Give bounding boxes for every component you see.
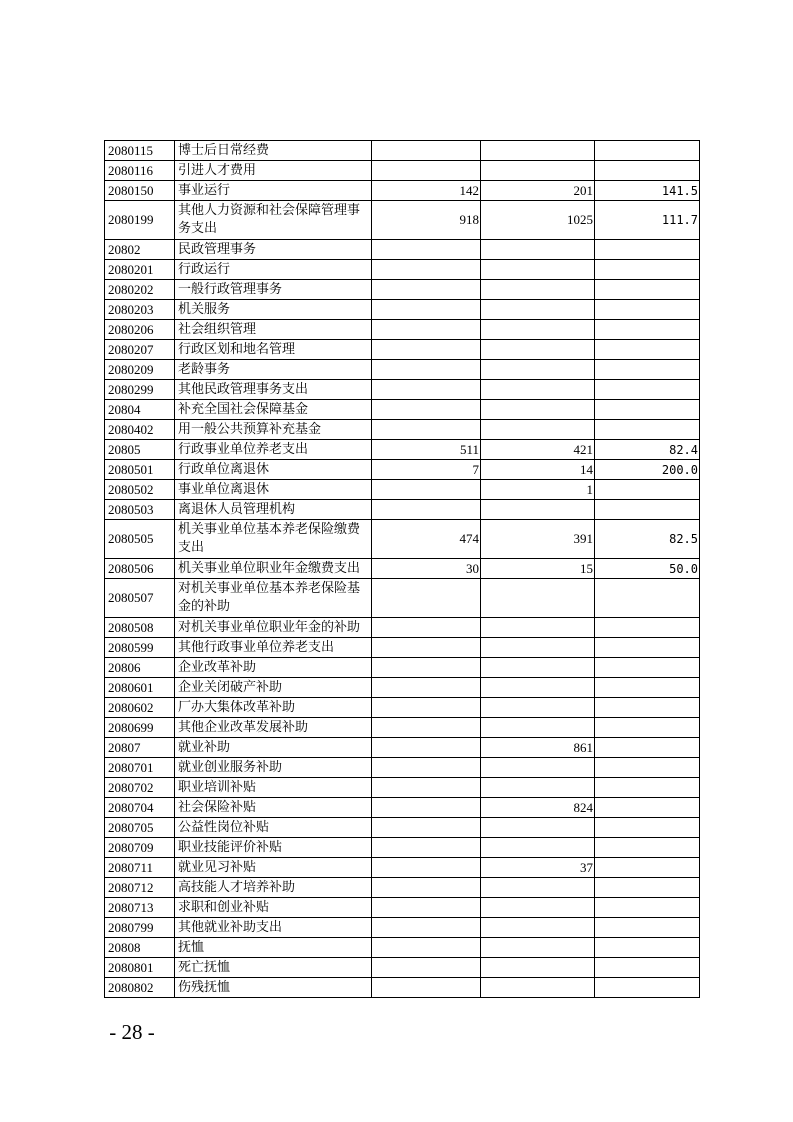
value-cell-1 bbox=[372, 618, 481, 638]
name-cell: 高技能人才培养补助 bbox=[175, 878, 372, 898]
value-cell-3 bbox=[595, 618, 700, 638]
name-cell: 博士后日常经费 bbox=[175, 141, 372, 161]
name-cell: 其他民政管理事务支出 bbox=[175, 380, 372, 400]
page-number: - 28 - bbox=[109, 1020, 155, 1044]
value-cell-1 bbox=[372, 958, 481, 978]
table-row bbox=[105, 758, 700, 778]
value-cell-1 bbox=[372, 161, 481, 181]
value-cell-1 bbox=[372, 320, 481, 340]
value-cell-3 bbox=[595, 500, 700, 520]
table-row bbox=[105, 161, 700, 181]
code-cell: 20807 bbox=[105, 738, 175, 758]
value-cell-1 bbox=[372, 978, 481, 998]
value-cell-3 bbox=[595, 579, 700, 618]
value-cell-1 bbox=[372, 918, 481, 938]
value-cell-1 bbox=[372, 380, 481, 400]
code-cell: 2080206 bbox=[105, 320, 175, 340]
value-cell-2 bbox=[481, 618, 595, 638]
name-cell: 对机关事业单位基本养老保险基金的补助 bbox=[175, 579, 372, 618]
table-row bbox=[105, 260, 700, 280]
code-cell: 2080801 bbox=[105, 958, 175, 978]
table-row bbox=[105, 918, 700, 938]
code-cell: 2080713 bbox=[105, 898, 175, 918]
value-cell-2 bbox=[481, 300, 595, 320]
name-cell: 公益性岗位补贴 bbox=[175, 818, 372, 838]
value-cell-2 bbox=[481, 898, 595, 918]
table-row bbox=[105, 778, 700, 798]
value-cell-3 bbox=[595, 898, 700, 918]
table-row bbox=[105, 360, 700, 380]
value-cell-2 bbox=[481, 320, 595, 340]
value-cell-3 bbox=[595, 978, 700, 998]
value-cell-3 bbox=[595, 718, 700, 738]
name-cell: 机关事业单位职业年金缴费支出 bbox=[175, 559, 372, 579]
value-cell-1 bbox=[372, 838, 481, 858]
table-row bbox=[105, 738, 700, 758]
code-cell: 2080711 bbox=[105, 858, 175, 878]
value-cell-2 bbox=[481, 161, 595, 181]
value-cell-3 bbox=[595, 638, 700, 658]
code-cell: 2080508 bbox=[105, 618, 175, 638]
value-cell-2 bbox=[481, 579, 595, 618]
value-cell-1 bbox=[372, 738, 481, 758]
value-cell-2: 201 bbox=[481, 181, 595, 201]
value-cell-2: 37 bbox=[481, 858, 595, 878]
code-cell: 2080150 bbox=[105, 181, 175, 201]
code-cell: 2080705 bbox=[105, 818, 175, 838]
code-cell: 2080709 bbox=[105, 838, 175, 858]
value-cell-2 bbox=[481, 918, 595, 938]
code-cell: 2080502 bbox=[105, 480, 175, 500]
code-cell: 2080501 bbox=[105, 460, 175, 480]
value-cell-2: 15 bbox=[481, 559, 595, 579]
value-cell-1 bbox=[372, 300, 481, 320]
name-cell: 行政事业单位养老支出 bbox=[175, 440, 372, 460]
name-cell: 死亡抚恤 bbox=[175, 958, 372, 978]
value-cell-3 bbox=[595, 938, 700, 958]
name-cell: 职业培训补贴 bbox=[175, 778, 372, 798]
value-cell-1 bbox=[372, 758, 481, 778]
name-cell: 补充全国社会保障基金 bbox=[175, 400, 372, 420]
value-cell-3 bbox=[595, 818, 700, 838]
code-cell: 2080701 bbox=[105, 758, 175, 778]
value-cell-3 bbox=[595, 918, 700, 938]
table-row bbox=[105, 340, 700, 360]
table-row bbox=[105, 718, 700, 738]
value-cell-3 bbox=[595, 280, 700, 300]
code-cell: 2080209 bbox=[105, 360, 175, 380]
value-cell-2 bbox=[481, 658, 595, 678]
name-cell: 行政运行 bbox=[175, 260, 372, 280]
value-cell-1: 918 bbox=[372, 201, 481, 240]
value-cell-2 bbox=[481, 360, 595, 380]
value-cell-1 bbox=[372, 420, 481, 440]
code-cell: 2080503 bbox=[105, 500, 175, 520]
table-row bbox=[105, 638, 700, 658]
value-cell-2 bbox=[481, 500, 595, 520]
code-cell: 2080115 bbox=[105, 141, 175, 161]
table-row bbox=[105, 480, 700, 500]
value-cell-3: 82.4 bbox=[595, 440, 700, 460]
value-cell-2: 421 bbox=[481, 440, 595, 460]
value-cell-3 bbox=[595, 678, 700, 698]
value-cell-1 bbox=[372, 638, 481, 658]
name-cell: 职业技能评价补贴 bbox=[175, 838, 372, 858]
name-cell: 对机关事业单位职业年金的补助 bbox=[175, 618, 372, 638]
value-cell-1 bbox=[372, 878, 481, 898]
value-cell-3 bbox=[595, 698, 700, 718]
value-cell-2 bbox=[481, 380, 595, 400]
value-cell-1 bbox=[372, 658, 481, 678]
code-cell: 2080699 bbox=[105, 718, 175, 738]
code-cell: 2080702 bbox=[105, 778, 175, 798]
table-row bbox=[105, 400, 700, 420]
value-cell-1 bbox=[372, 818, 481, 838]
table-row bbox=[105, 201, 700, 240]
value-cell-1 bbox=[372, 858, 481, 878]
table-row bbox=[105, 958, 700, 978]
code-cell: 2080802 bbox=[105, 978, 175, 998]
value-cell-3 bbox=[595, 240, 700, 260]
name-cell: 民政管理事务 bbox=[175, 240, 372, 260]
code-cell: 2080202 bbox=[105, 280, 175, 300]
value-cell-1 bbox=[372, 698, 481, 718]
value-cell-1 bbox=[372, 480, 481, 500]
value-cell-3 bbox=[595, 758, 700, 778]
code-cell: 2080506 bbox=[105, 559, 175, 579]
value-cell-1 bbox=[372, 260, 481, 280]
budget-table bbox=[104, 140, 700, 998]
name-cell: 行政区划和地名管理 bbox=[175, 340, 372, 360]
name-cell: 就业创业服务补助 bbox=[175, 758, 372, 778]
table-row bbox=[105, 678, 700, 698]
value-cell-1 bbox=[372, 579, 481, 618]
value-cell-3 bbox=[595, 380, 700, 400]
value-cell-3 bbox=[595, 480, 700, 500]
table-row bbox=[105, 978, 700, 998]
code-cell: 20806 bbox=[105, 658, 175, 678]
table-row bbox=[105, 320, 700, 340]
value-cell-3: 141.5 bbox=[595, 181, 700, 201]
code-cell: 2080602 bbox=[105, 698, 175, 718]
table-row bbox=[105, 898, 700, 918]
name-cell: 厂办大集体改革补助 bbox=[175, 698, 372, 718]
name-cell: 老龄事务 bbox=[175, 360, 372, 380]
name-cell: 引进人才费用 bbox=[175, 161, 372, 181]
value-cell-1 bbox=[372, 898, 481, 918]
value-cell-3 bbox=[595, 360, 700, 380]
code-cell: 2080601 bbox=[105, 678, 175, 698]
name-cell: 伤残抚恤 bbox=[175, 978, 372, 998]
code-cell: 2080199 bbox=[105, 201, 175, 240]
table-row bbox=[105, 878, 700, 898]
table-row bbox=[105, 300, 700, 320]
table-row bbox=[105, 240, 700, 260]
value-cell-2: 391 bbox=[481, 520, 595, 559]
table-row bbox=[105, 280, 700, 300]
name-cell: 其他人力资源和社会保障管理事务支出 bbox=[175, 201, 372, 240]
name-cell: 机关服务 bbox=[175, 300, 372, 320]
name-cell: 企业改革补助 bbox=[175, 658, 372, 678]
table-body bbox=[105, 141, 700, 998]
value-cell-1 bbox=[372, 500, 481, 520]
code-cell: 2080599 bbox=[105, 638, 175, 658]
value-cell-2 bbox=[481, 141, 595, 161]
code-cell: 20805 bbox=[105, 440, 175, 460]
value-cell-3 bbox=[595, 858, 700, 878]
value-cell-1 bbox=[372, 280, 481, 300]
value-cell-3 bbox=[595, 878, 700, 898]
value-cell-3: 111.7 bbox=[595, 201, 700, 240]
value-cell-3 bbox=[595, 400, 700, 420]
code-cell: 2080207 bbox=[105, 340, 175, 360]
table-row bbox=[105, 938, 700, 958]
table-row bbox=[105, 818, 700, 838]
value-cell-1: 30 bbox=[372, 559, 481, 579]
value-cell-2: 824 bbox=[481, 798, 595, 818]
name-cell: 就业见习补贴 bbox=[175, 858, 372, 878]
table-row bbox=[105, 141, 700, 161]
name-cell: 事业单位离退休 bbox=[175, 480, 372, 500]
value-cell-2 bbox=[481, 260, 595, 280]
value-cell-3 bbox=[595, 260, 700, 280]
value-cell-3 bbox=[595, 420, 700, 440]
table-row bbox=[105, 658, 700, 678]
value-cell-2 bbox=[481, 698, 595, 718]
value-cell-3 bbox=[595, 658, 700, 678]
value-cell-3 bbox=[595, 300, 700, 320]
value-cell-3: 82.5 bbox=[595, 520, 700, 559]
table-row bbox=[105, 838, 700, 858]
value-cell-3 bbox=[595, 161, 700, 181]
table-row bbox=[105, 500, 700, 520]
code-cell: 20802 bbox=[105, 240, 175, 260]
name-cell: 机关事业单位基本养老保险缴费支出 bbox=[175, 520, 372, 559]
name-cell: 企业关闭破产补助 bbox=[175, 678, 372, 698]
table-row bbox=[105, 698, 700, 718]
value-cell-3 bbox=[595, 738, 700, 758]
value-cell-2: 14 bbox=[481, 460, 595, 480]
value-cell-1 bbox=[372, 778, 481, 798]
table-row bbox=[105, 460, 700, 480]
value-cell-1 bbox=[372, 400, 481, 420]
code-cell: 2080507 bbox=[105, 579, 175, 618]
table-row bbox=[105, 858, 700, 878]
value-cell-3: 50.0 bbox=[595, 559, 700, 579]
code-cell: 20808 bbox=[105, 938, 175, 958]
name-cell: 事业运行 bbox=[175, 181, 372, 201]
value-cell-3 bbox=[595, 141, 700, 161]
value-cell-2 bbox=[481, 718, 595, 738]
value-cell-1 bbox=[372, 340, 481, 360]
value-cell-2 bbox=[481, 978, 595, 998]
name-cell: 社会组织管理 bbox=[175, 320, 372, 340]
code-cell: 2080203 bbox=[105, 300, 175, 320]
name-cell: 行政单位离退休 bbox=[175, 460, 372, 480]
code-cell: 2080201 bbox=[105, 260, 175, 280]
table-row bbox=[105, 579, 700, 618]
table-row bbox=[105, 420, 700, 440]
code-cell: 2080799 bbox=[105, 918, 175, 938]
value-cell-2 bbox=[481, 240, 595, 260]
name-cell: 离退休人员管理机构 bbox=[175, 500, 372, 520]
value-cell-3 bbox=[595, 340, 700, 360]
value-cell-1 bbox=[372, 718, 481, 738]
value-cell-2 bbox=[481, 678, 595, 698]
value-cell-1: 474 bbox=[372, 520, 481, 559]
name-cell: 其他行政事业单位养老支出 bbox=[175, 638, 372, 658]
value-cell-2 bbox=[481, 938, 595, 958]
name-cell: 社会保险补贴 bbox=[175, 798, 372, 818]
code-cell: 20804 bbox=[105, 400, 175, 420]
name-cell: 求职和创业补贴 bbox=[175, 898, 372, 918]
value-cell-2 bbox=[481, 400, 595, 420]
value-cell-2: 1 bbox=[481, 480, 595, 500]
value-cell-2 bbox=[481, 340, 595, 360]
code-cell: 2080299 bbox=[105, 380, 175, 400]
value-cell-3 bbox=[595, 778, 700, 798]
value-cell-3: 200.0 bbox=[595, 460, 700, 480]
value-cell-2 bbox=[481, 878, 595, 898]
value-cell-1 bbox=[372, 938, 481, 958]
value-cell-2: 1025 bbox=[481, 201, 595, 240]
value-cell-3 bbox=[595, 798, 700, 818]
name-cell: 一般行政管理事务 bbox=[175, 280, 372, 300]
value-cell-3 bbox=[595, 958, 700, 978]
value-cell-2: 861 bbox=[481, 738, 595, 758]
value-cell-2 bbox=[481, 758, 595, 778]
name-cell: 用一般公共预算补充基金 bbox=[175, 420, 372, 440]
value-cell-2 bbox=[481, 818, 595, 838]
code-cell: 2080712 bbox=[105, 878, 175, 898]
value-cell-1 bbox=[372, 678, 481, 698]
value-cell-2 bbox=[481, 958, 595, 978]
name-cell: 其他企业改革发展补助 bbox=[175, 718, 372, 738]
table-row bbox=[105, 618, 700, 638]
name-cell: 就业补助 bbox=[175, 738, 372, 758]
code-cell: 2080505 bbox=[105, 520, 175, 559]
value-cell-2 bbox=[481, 280, 595, 300]
value-cell-1: 511 bbox=[372, 440, 481, 460]
value-cell-1 bbox=[372, 240, 481, 260]
value-cell-1 bbox=[372, 141, 481, 161]
table-row bbox=[105, 559, 700, 579]
code-cell: 2080402 bbox=[105, 420, 175, 440]
value-cell-1: 7 bbox=[372, 460, 481, 480]
name-cell: 其他就业补助支出 bbox=[175, 918, 372, 938]
name-cell: 抚恤 bbox=[175, 938, 372, 958]
value-cell-2 bbox=[481, 778, 595, 798]
value-cell-3 bbox=[595, 320, 700, 340]
table-row bbox=[105, 798, 700, 818]
value-cell-1: 142 bbox=[372, 181, 481, 201]
table-row bbox=[105, 181, 700, 201]
code-cell: 2080704 bbox=[105, 798, 175, 818]
value-cell-2 bbox=[481, 420, 595, 440]
table-row bbox=[105, 520, 700, 559]
value-cell-1 bbox=[372, 360, 481, 380]
value-cell-1 bbox=[372, 798, 481, 818]
value-cell-3 bbox=[595, 838, 700, 858]
table-row bbox=[105, 380, 700, 400]
value-cell-2 bbox=[481, 638, 595, 658]
value-cell-2 bbox=[481, 838, 595, 858]
table-row bbox=[105, 440, 700, 460]
code-cell: 2080116 bbox=[105, 161, 175, 181]
